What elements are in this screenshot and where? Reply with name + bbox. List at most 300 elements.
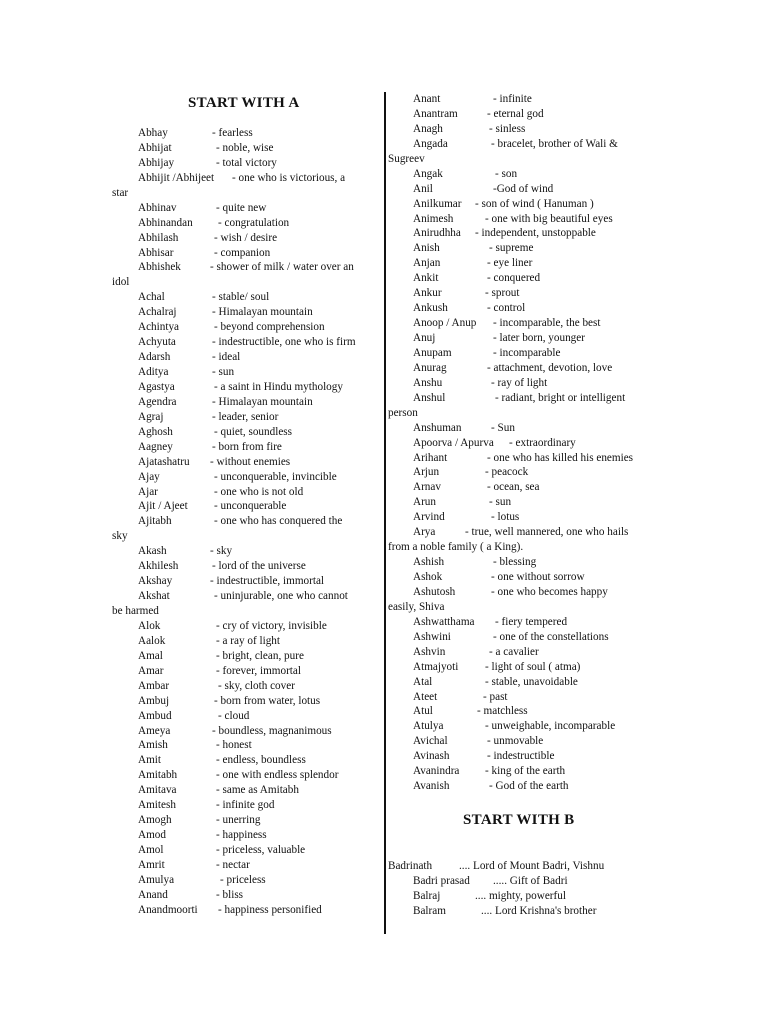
entry-name: Amitava [138, 784, 177, 797]
entry-meaning: - fiery tempered [495, 615, 568, 628]
entry-name: Ajatashatru [138, 455, 190, 468]
entry-meaning: - companion [214, 246, 271, 259]
entry-meaning: - attachment, devotion, love [487, 361, 613, 374]
entry-meaning: - lotus [491, 511, 520, 524]
name-entry [388, 480, 664, 495]
entry-meaning: - quite new [216, 201, 267, 214]
entry-name: Anagh [413, 122, 443, 135]
name-entry [388, 271, 664, 286]
entry-meaning: - one with endless splendor [216, 769, 339, 782]
entry-name: Amar [138, 664, 164, 677]
entry-meaning: - without enemies [210, 455, 291, 468]
entry-name: Adarsh [138, 351, 171, 364]
name-entry [388, 585, 664, 600]
entry-meaning: - unerring [216, 814, 261, 827]
entry-name: Aghosh [138, 425, 173, 438]
entry-continuation: idol [112, 276, 130, 289]
entry-continuation: easily, Shiva [388, 600, 445, 613]
entry-meaning: - conquered [487, 272, 541, 285]
entry-meaning: - nectar [216, 858, 250, 871]
entry-meaning: - sun [489, 496, 512, 509]
entry-meaning: - extraordinary [509, 436, 576, 449]
entry-meaning: - Himalayan mountain [212, 306, 313, 319]
entry-name: Arun [413, 496, 436, 509]
name-entry [112, 335, 378, 350]
name-entry [388, 92, 664, 107]
name-entry [112, 350, 378, 365]
entry-name: Ankush [413, 302, 448, 315]
entry-meaning: - eternal god [487, 107, 544, 120]
entry-meaning: - boundless, magnanimous [212, 724, 332, 737]
names-list-b [388, 859, 664, 919]
entry-name: Abhijit /Abhijeet [138, 171, 215, 184]
name-entry [112, 888, 378, 903]
entry-name: Abhijay [138, 156, 175, 169]
entry-meaning: - uninjurable, one who cannot [214, 590, 348, 603]
entry-name: Avanindra [413, 765, 460, 778]
entry-meaning: - one who is not old [214, 485, 304, 498]
entry-name: Abhay [138, 127, 168, 139]
entry-name: Anandmoorti [138, 903, 198, 916]
entry-name: Aalok [138, 634, 166, 647]
name-entry [388, 779, 664, 794]
entry-name: Ameya [138, 724, 171, 737]
entry-name: Angak [413, 167, 443, 180]
name-entry [112, 873, 378, 888]
name-entry [112, 455, 378, 470]
entry-name: Amitesh [138, 799, 176, 812]
column-divider [384, 92, 386, 934]
name-entry [388, 874, 664, 889]
name-entry [112, 813, 378, 828]
entry-meaning: - son [495, 167, 518, 180]
name-entry [388, 465, 664, 480]
name-entry [112, 246, 378, 261]
name-entry [112, 544, 378, 559]
names-list-a-continued [388, 92, 664, 794]
entry-name: Aagney [138, 440, 173, 453]
entry-meaning: - sky [210, 545, 233, 558]
entry-name: Akshat [138, 590, 170, 603]
entry-meaning: - a saint in Hindu mythology [214, 380, 343, 393]
entry-meaning: - leader, senior [212, 410, 279, 423]
entry-meaning: - one of the constellations [493, 630, 609, 643]
name-entry [112, 843, 378, 858]
entry-name: Achalraj [138, 306, 177, 319]
entry-meaning: - infinite [493, 93, 532, 105]
entry-meaning: .... Lord Krishna's brother [481, 904, 597, 917]
entry-name: Anil [413, 182, 433, 195]
name-entry [388, 615, 664, 630]
entry-meaning: - cry of victory, invisible [216, 619, 327, 632]
entry-continuation: sky [112, 530, 128, 543]
name-entry [112, 649, 378, 664]
entry-name: Apoorva / Apurva [413, 436, 494, 449]
entry-name: Avichal [413, 735, 448, 748]
name-entry [112, 783, 378, 798]
entry-meaning: - bracelet, brother of Wali & [491, 137, 618, 150]
entry-meaning: - one who is victorious, a [232, 171, 346, 184]
entry-meaning: - true, well mannered, one who hails [465, 526, 629, 539]
name-entry [388, 391, 664, 406]
name-entry [112, 499, 378, 514]
entry-meaning: - indestructible, immortal [210, 575, 325, 588]
name-entry [388, 226, 664, 241]
entry-meaning: - bright, clean, pure [216, 649, 304, 662]
entry-meaning: - congratulation [218, 216, 290, 229]
name-entry [112, 365, 378, 380]
entry-name: Ajitabh [138, 515, 172, 528]
entry-name: Badrinath [388, 860, 433, 872]
entry-meaning: - Sun [491, 421, 515, 434]
name-entry [112, 619, 378, 634]
name-entry [388, 690, 664, 705]
name-entry [112, 410, 378, 425]
entry-name: Anoop / Anup [413, 317, 477, 330]
entry-meaning: - one without sorrow [491, 571, 585, 583]
entry-meaning: - unconquerable, invincible [214, 470, 337, 483]
name-entry [388, 376, 664, 391]
entry-name: Akshay [138, 575, 173, 588]
entry-meaning: - shower of milk / water over an [210, 261, 354, 274]
entry-name: Anirudhha [413, 227, 461, 240]
name-entry [112, 305, 378, 320]
entry-meaning: - son of wind ( Hanuman ) [475, 197, 594, 210]
entry-name: Angada [413, 137, 448, 150]
entry-name: Akhilesh [138, 560, 179, 573]
entry-name: Ajay [138, 470, 160, 483]
name-entry [112, 260, 378, 275]
entry-name: Agendra [138, 395, 177, 408]
name-entry [388, 137, 664, 152]
name-entry [388, 436, 664, 451]
entry-name: Anshu [413, 376, 443, 389]
name-entry [112, 231, 378, 246]
name-entry [388, 107, 664, 122]
name-entry [388, 122, 664, 137]
entry-name: Anish [413, 242, 440, 255]
entry-name: Ashwini [413, 630, 451, 643]
entry-meaning: - one who has conquered the [214, 515, 343, 528]
name-entry [112, 514, 378, 529]
entry-name: Ajar [138, 485, 158, 498]
entry-meaning: - independent, unstoppable [475, 227, 596, 240]
names-list-a [112, 126, 378, 918]
entry-meaning: - ocean, sea [487, 481, 540, 494]
entry-name: Achintya [138, 321, 180, 334]
entry-meaning: - endless, boundless [216, 754, 306, 767]
entry-name: Avinash [413, 750, 450, 763]
name-entry [388, 346, 664, 361]
name-entry [388, 675, 664, 690]
entry-name: Ashok [413, 571, 443, 583]
entry-meaning: - born from fire [212, 440, 282, 453]
entry-meaning: - indestructible [487, 750, 555, 763]
entry-name: Agastya [138, 380, 175, 393]
entry-name: Ashwatthama [413, 615, 475, 628]
entry-meaning: - unweighable, incomparable [485, 720, 616, 733]
entry-name: Ajit / Ajeet [138, 500, 188, 513]
entry-meaning: - ideal [212, 351, 241, 364]
name-entry [388, 749, 664, 764]
entry-meaning: - wish / desire [214, 231, 278, 244]
entry-name: Balram [413, 904, 446, 917]
entry-meaning: - infinite god [216, 799, 275, 812]
name-entry [112, 589, 378, 604]
entry-name: Arya [413, 526, 436, 539]
entry-meaning: - unconquerable [214, 500, 287, 513]
entry-name: Arnav [413, 481, 441, 494]
name-entry [112, 903, 378, 918]
name-entry [388, 660, 664, 675]
entry-name: Amol [138, 844, 164, 856]
entry-meaning: - stable, unavoidable [485, 675, 578, 688]
entry-meaning: - forever, immortal [216, 664, 301, 677]
entry-name: Anilkumar [413, 197, 462, 210]
entry-meaning: - God of the earth [489, 780, 569, 793]
entry-meaning: - blessing [493, 556, 537, 569]
entry-name: Ateet [413, 690, 438, 703]
name-entry [112, 559, 378, 574]
entry-name: Ashutosh [413, 585, 456, 598]
entry-name: Amit [138, 754, 161, 767]
name-entry [388, 421, 664, 436]
entry-name: Amogh [138, 814, 172, 827]
entry-meaning: - control [487, 302, 526, 315]
entry-meaning: - king of the earth [485, 765, 566, 778]
name-entry [388, 630, 664, 645]
entry-name: Abhinandan [138, 216, 193, 229]
entry-name: Alok [138, 619, 161, 632]
entry-meaning: ..... Gift of Badri [493, 874, 568, 887]
name-entry [112, 290, 378, 305]
name-entry [388, 256, 664, 271]
entry-name: Amish [138, 739, 168, 752]
name-entry [112, 485, 378, 500]
name-entry [112, 768, 378, 783]
entry-meaning: - priceless, valuable [216, 844, 306, 856]
name-entry [112, 201, 378, 216]
entry-meaning: - Himalayan mountain [212, 395, 313, 408]
entry-name: Anshuman [413, 421, 462, 434]
entry-meaning: .... mighty, powerful [475, 889, 566, 902]
entry-name: Akash [138, 545, 167, 558]
entry-continuation: person [388, 406, 418, 419]
entry-meaning: - happiness personified [218, 903, 322, 916]
name-entry [388, 301, 664, 316]
entry-name: Agraj [138, 410, 164, 423]
entry-name: Anand [138, 888, 168, 901]
entry-name: Anant [413, 93, 441, 105]
entry-name: Avanish [413, 780, 450, 793]
entry-meaning: - unmovable [487, 735, 544, 748]
name-entry [388, 904, 664, 919]
entry-meaning: - a cavalier [489, 645, 539, 658]
name-entry [112, 141, 378, 156]
entry-name: Animesh [413, 212, 454, 225]
heading-start-with-a: START WITH A [188, 95, 300, 111]
name-entry [388, 859, 664, 874]
entry-continuation: Sugreev [388, 152, 425, 165]
entry-meaning: - same as Amitabh [216, 784, 299, 797]
entry-name: Atal [413, 675, 433, 688]
name-entry [112, 395, 378, 410]
name-entry [388, 316, 664, 331]
name-entry [388, 212, 664, 227]
entry-name: Abhilash [138, 231, 179, 244]
entry-name: Atulya [413, 720, 444, 733]
entry-name: Anantram [413, 107, 458, 120]
entry-name: Aditya [138, 366, 169, 378]
name-entry [388, 889, 664, 904]
name-entry [112, 798, 378, 813]
entry-name: Amitabh [138, 769, 178, 782]
name-entry [388, 719, 664, 734]
name-entry [112, 679, 378, 694]
name-entry [112, 574, 378, 589]
name-entry [388, 510, 664, 525]
entry-name: Amal [138, 649, 163, 662]
entry-meaning: - incomparable [493, 346, 561, 359]
entry-name: Ambar [138, 679, 170, 692]
name-entry [112, 440, 378, 455]
entry-meaning: - honest [216, 739, 252, 752]
entry-name: Badri prasad [413, 874, 470, 887]
name-entry [112, 320, 378, 335]
name-entry [112, 156, 378, 171]
name-entry [388, 704, 664, 719]
name-entry [112, 216, 378, 231]
name-entry [388, 331, 664, 346]
heading-start-with-b: START WITH B [463, 812, 575, 828]
name-entry [388, 167, 664, 182]
entry-name: Balraj [413, 889, 441, 902]
name-entry [112, 380, 378, 395]
entry-meaning: - one who has killed his enemies [487, 451, 634, 464]
name-entry [112, 753, 378, 768]
name-entry [388, 451, 664, 466]
entry-meaning: - beyond comprehension [214, 321, 325, 334]
entry-meaning: - sinless [489, 122, 526, 135]
entry-name: Ashvin [413, 645, 446, 658]
name-entry [112, 724, 378, 739]
entry-meaning: - matchless [477, 705, 528, 718]
entry-meaning: - happiness [216, 829, 267, 842]
entry-meaning: - lord of the universe [212, 560, 306, 573]
name-entry [112, 634, 378, 649]
entry-meaning: - supreme [489, 242, 534, 255]
entry-meaning: - total victory [216, 156, 277, 169]
entry-name: Ashish [413, 556, 445, 569]
entry-name: Abhijat [138, 141, 172, 154]
name-entry [388, 764, 664, 779]
entry-meaning: -God of wind [493, 182, 554, 195]
entry-name: Anuj [413, 332, 436, 344]
entry-meaning: - sprout [485, 287, 520, 300]
name-entry [388, 525, 664, 540]
entry-meaning: - born from water, lotus [214, 694, 321, 707]
entry-meaning: - indestructible, one who is firm [212, 336, 356, 349]
entry-meaning: - a ray of light [216, 634, 280, 647]
entry-name: Amulya [138, 873, 175, 886]
entry-name: Arvind [413, 511, 445, 524]
name-entry [112, 425, 378, 440]
name-entry [112, 470, 378, 485]
name-entry [112, 709, 378, 724]
entry-continuation: star [112, 186, 129, 199]
entry-name: Anupam [413, 346, 452, 359]
entry-meaning: - fearless [212, 127, 253, 139]
name-entry [112, 664, 378, 679]
entry-meaning: - sun [212, 366, 235, 378]
entry-meaning: - one who becomes happy [491, 585, 608, 598]
entry-name: Abhisar [138, 246, 174, 259]
entry-meaning: - noble, wise [216, 141, 274, 154]
entry-continuation: be harmed [112, 605, 159, 617]
entry-meaning: - peacock [485, 466, 529, 479]
entry-continuation: from a noble family ( a King). [388, 541, 524, 554]
name-entry [388, 555, 664, 570]
name-entry [388, 734, 664, 749]
entry-meaning: - one with big beautiful eyes [485, 212, 613, 225]
entry-name: Ankit [413, 272, 439, 285]
entry-meaning: - sky, cloth cover [218, 679, 295, 692]
entry-name: Arjun [413, 466, 440, 479]
entry-name: Anurag [413, 361, 447, 374]
entry-name: Anshul [413, 391, 446, 404]
entry-meaning: .... Lord of Mount Badri, Vishnu [459, 860, 605, 872]
entry-meaning: - quiet, soundless [214, 425, 292, 438]
entry-name: Anjan [413, 257, 441, 270]
name-entry [112, 126, 378, 141]
name-entry [112, 694, 378, 709]
name-entry [388, 241, 664, 256]
name-entry [388, 361, 664, 376]
name-entry [112, 171, 378, 186]
entry-meaning: - bliss [216, 888, 244, 901]
name-entry [388, 286, 664, 301]
entry-meaning: - ray of light [491, 376, 548, 389]
entry-name: Ambuj [138, 694, 170, 707]
entry-name: Arihant [413, 451, 448, 464]
entry-meaning: - priceless [220, 873, 266, 886]
entry-meaning: - incomparable, the best [493, 317, 601, 330]
entry-meaning: - stable/ soul [212, 291, 270, 304]
name-entry [388, 645, 664, 660]
entry-meaning: - cloud [218, 709, 250, 722]
name-entry [112, 828, 378, 843]
name-entry [388, 197, 664, 212]
entry-meaning: - light of soul ( atma) [485, 660, 581, 673]
name-entry [112, 738, 378, 753]
name-entry [388, 570, 664, 585]
entry-name: Amod [138, 829, 166, 842]
name-entry [112, 858, 378, 873]
entry-meaning: - later born, younger [493, 332, 585, 344]
entry-name: Atmajyoti [413, 660, 459, 673]
entry-name: Ambud [138, 709, 172, 722]
entry-name: Abhishek [138, 261, 181, 274]
entry-meaning: - past [483, 690, 508, 703]
entry-meaning: - radiant, bright or intelligent [495, 391, 626, 404]
name-entry [388, 182, 664, 197]
entry-meaning: - eye liner [487, 257, 533, 270]
entry-name: Abhinav [138, 201, 177, 214]
name-entry [388, 495, 664, 510]
entry-name: Amrit [138, 858, 165, 871]
entry-name: Atul [413, 705, 433, 718]
entry-name: Achyuta [138, 336, 176, 349]
